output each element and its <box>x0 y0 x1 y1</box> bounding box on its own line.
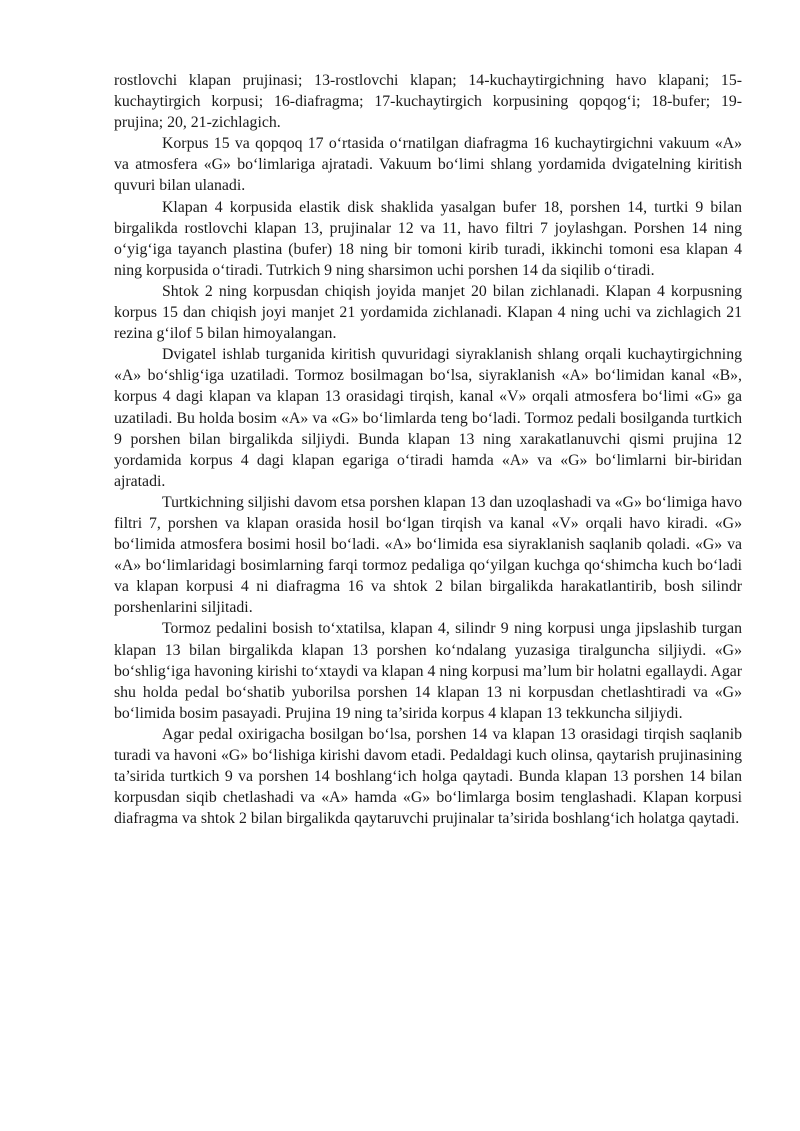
paragraph-valve-body: Klapan 4 korpusida elastik disk shaklida yasalgan bufer 18, porshen 14, turtki 9 bilan birgalikda rostlovchi klapan 13, prujinalar 12 va 11, havo filtri 7 joylashgan. Porshen 14 ning o‘yig‘iga tayanch plastina (bufer) 18 ning bir tomoni kirib turadi, ikkinchi tomoni esa klapan 4 ning korpusida o‘tiradi. Tutrkich 9 ning sharsimon uchi porshen 14 da siqilib o‘tiradi. <box>114 198 742 279</box>
paragraph-legend-continuation: rostlovchi klapan prujinasi; 13-rostlovchi klapan; 14-kuchaytirgichning havo klapani; 15-kuchaytirgich korpusi; 16-diafragma; 17-kuchaytirgich korpusining qopqog‘i; 18-bufer; 19-prujina; 20, 21-zichlagich. <box>114 72 742 132</box>
paragraph-diaphragm: Korpus 15 va qopqoq 17 o‘rtasida o‘rnatilgan diafragma 16 kuchaytirgichni vakuum «A» va atmosfera «G» bo‘limlariga ajratadi. Vakuum bo‘limi shlang yordamida dvigatelning kiritish quvuri bilan ulanadi. <box>114 135 742 195</box>
paragraph-engine-running: Dvigatel ishlab turganida kiritish quvuridagi siyraklanish shlang orqali kuchaytirgichning «A» bo‘shlig‘iga uzatiladi. Tormoz bosilmagan bo‘lsa, siyraklanish «A» bo‘limidan kanal «B», korpus 4 dagi klapan va klapan 13 orasidagi tirqish, kanal «V» orqali atmosfera bo‘limi «G» ga uzatiladi. Bu holda bosim «A» va «G» bo‘limlarda teng bo‘ladi. Tormoz pedali bosilganda turtkich 9 porshen bilan birgalikda siljiydi. Bunda klapan 13 ning xarakatlanuvchi qismi prujina 12 yordamida korpus 4 dagi klapan egariga o‘tiradi hamda «A» va «G» bo‘limlarni bir-biridan ajratadi. <box>114 346 742 490</box>
paragraph-pusher-movement: Turtkichning siljishi davom etsa porshen klapan 13 dan uzoqlashadi va «G» bo‘limiga havo filtri 7, porshen va klapan orasida hosil bo‘lgan tirqish va kanal «V» orqali havo kiradi. «G» bo‘limida atmosfera bosimi hosil bo‘ladi. «A» bo‘limida esa siyraklanish saqlanib qoladi. «G» va «A» bo‘limlaridagi bosimlarning farqi tormoz pedaliga qo‘yilgan kuchga qo‘shimcha kuch bo‘ladi va klapan korpusi 4 ni diafragma 16 va shtok 2 bilan birgalikda harakatlantirib, bosh silindr porshenlarini siljitadi. <box>114 493 742 617</box>
paragraph-pedal-release: Agar pedal oxirigacha bosilgan bo‘lsa, porshen 14 va klapan 13 orasidagi tirqish saqlanib turadi va havoni «G» bo‘lishiga kirishi davom etadi. Pedaldagi kuch olinsa, qaytarish prujinasining ta’sirida turtkich 9 va porshen 14 boshlang‘ich holga qaytadi. Bunda klapan 13 porshen 14 bilan korpusdan siqib chetlashadi va «A» hamda «G» bo‘limlarga bosim tenglashadi. Klapan korpusi diafragma va shtok 2 bilan birgalikda qaytaruvchi prujinalar ta’sirida boshlang‘ich holatga qaytadi. <box>114 725 742 828</box>
document-body <box>114 70 742 829</box>
paragraph-pedal-stop: Tormoz pedalini bosish to‘xtatilsa, klapan 4, silindr 9 ning korpusi unga jipslashib turgan klapan 13 bilan birgalikda klapan 13 porshen ko‘ndalang yuzasiga tiralguncha siljiydi. «G» bo‘shlig‘iga havoning kirishi to‘xtaydi va klapan 4 ning korpusi ma’lum bir holatni egallaydi. Agar shu holda pedal bo‘shatib yuborilsa porshen 14 klapan 13 ni korpusdan chetlashtiradi va «G» bo‘limida bosim pasayadi. Prujina 19 ning ta’sirida korpus 4 klapan 13 tekkuncha siljiydi. <box>114 620 742 722</box>
paragraph-rod-seal: Shtok 2 ning korpusdan chiqish joyida manjet 20 bilan zichlanadi. Klapan 4 korpusning korpus 15 dan chiqish joyi manjet 21 yordamida zichlanadi. Klapan 4 ning uchi va zichlagich 21 rezina g‘ilof 5 bilan himoyalangan. <box>114 282 742 343</box>
